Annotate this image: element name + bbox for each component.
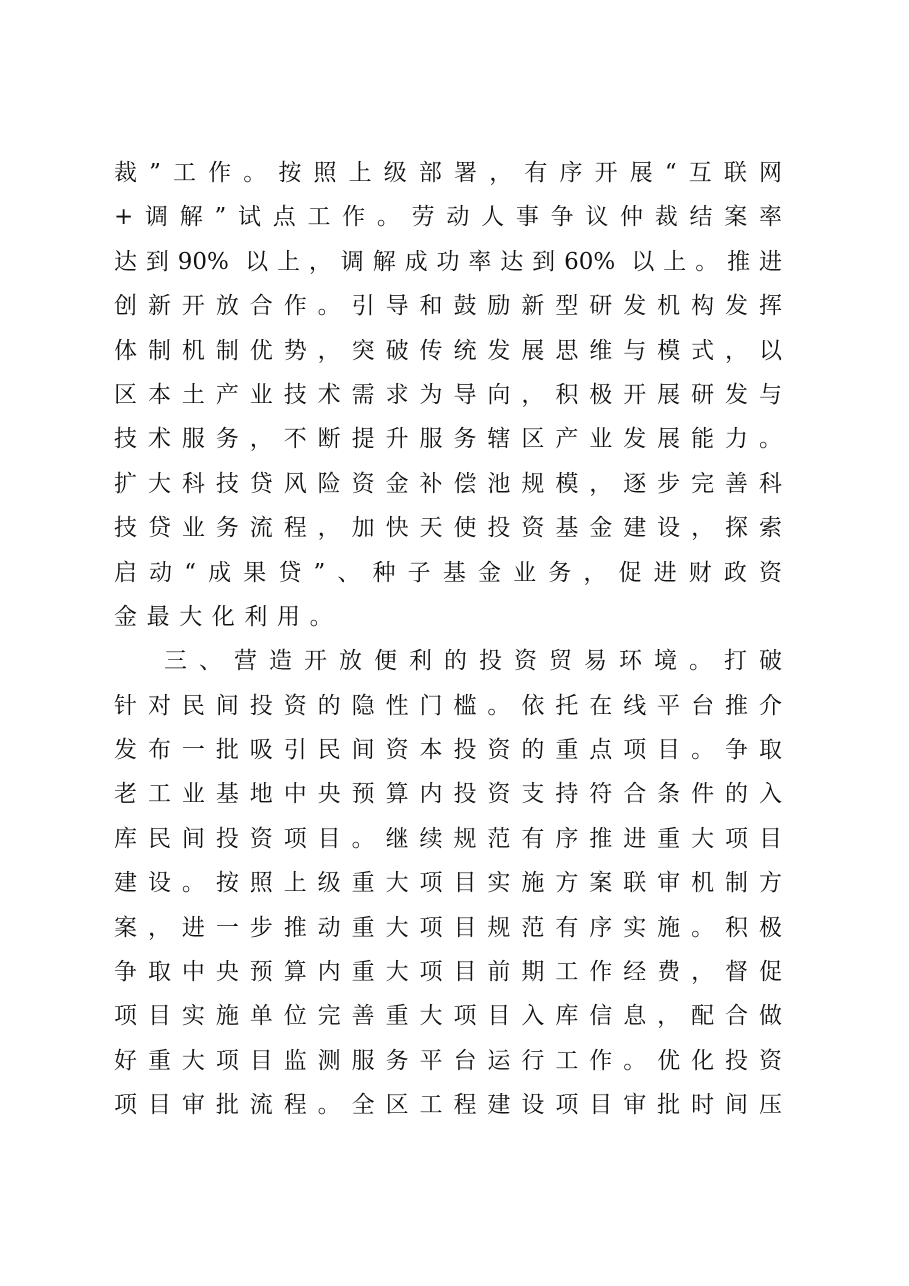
text-line: 老工业基地中央预算内投资支持符合条件的入: [114, 781, 782, 808]
paragraph-end-line: 金最大化利用。: [114, 603, 343, 630]
text-line: 技贷业务流程，加快天使投资基金建设，探索: [114, 515, 782, 542]
text-line: 启动“成果贷”、种子基金业务，促进财政资: [114, 559, 782, 586]
text-line: 案，进一步推动重大项目规范有序实施。积极: [114, 914, 782, 941]
text-line: 技术服务，不断提升服务辖区产业发展能力。: [114, 426, 782, 453]
text-line: 项目审批流程。全区工程建设项目审批时间压: [114, 1092, 782, 1119]
text-line: 好重大项目监测服务平台运行工作。优化投资: [114, 1047, 782, 1074]
text-line: 达到90% 以上，调解成功率达到60% 以上。推进: [114, 248, 782, 275]
text-line: 争取中央预算内重大项目前期工作经费，督促: [114, 959, 782, 986]
body-text: [114, 151, 782, 1128]
text-line: 扩大科技贷风险资金补偿池规模，逐步完善科: [114, 470, 782, 497]
text-line: 项目实施单位完善重大项目入库信息，配合做: [114, 1003, 782, 1030]
text-line: 区本土产业技术需求为导向，积极开展研发与: [114, 381, 782, 408]
text-line: 建设。按照上级重大项目实施方案联审机制方: [114, 870, 782, 897]
text-line: 体制机制优势，突破传统发展思维与模式，以: [114, 337, 782, 364]
section-heading-line: 三、营造开放便利的投资贸易环境。打破: [164, 648, 782, 675]
text-line: 针对民间投资的隐性门槛。依托在线平台推介: [114, 692, 782, 719]
text-line: +调解”试点工作。劳动人事争议仲裁结案率: [114, 204, 782, 231]
text-line: 裁”工作。按照上级部署，有序开展“互联网: [114, 160, 782, 186]
text-line: 库民间投资项目。继续规范有序推进重大项目: [114, 825, 782, 852]
text-line: 创新开放合作。引导和鼓励新型研发机构发挥: [114, 293, 782, 320]
text-line: 发布一批吸引民间资本投资的重点项目。争取: [114, 737, 782, 764]
